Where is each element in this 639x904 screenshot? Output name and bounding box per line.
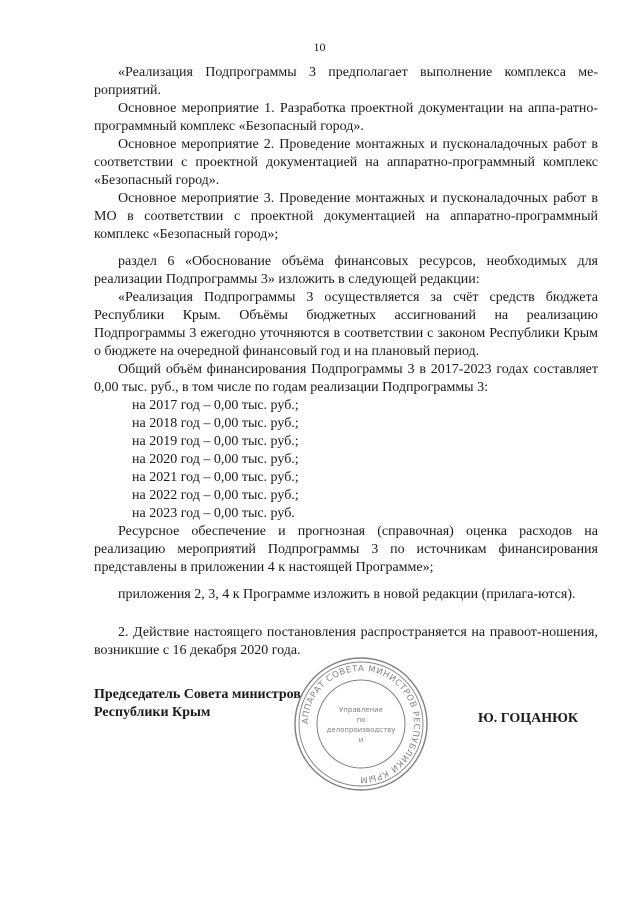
document-body bbox=[94, 64, 598, 660]
paragraph-effective-date: 2. Действие настоящего постановления распространяется на правоот-ношения, возникшие с 16 декабря 2020 года. bbox=[94, 625, 598, 658]
paragraph-total: Общий объём финансирования Подпрограммы 3 в 2017-2023 годах составляет 0,00 тыс. руб., в том числе по годам реализации Подпрограммы 3: bbox=[94, 362, 598, 395]
seal-center-line4: и bbox=[358, 736, 364, 744]
paragraph-measure-3: Основное мероприятие 3. Проведение монтажных и пусконаладочных работ в МО в соответствии с проектной документацией на аппаратно-программный комплекс «Безопасный город»; bbox=[94, 191, 598, 242]
seal-center-line1: Управление bbox=[339, 706, 383, 714]
list-item-year-2018: на 2018 год – 0,00 тыс. руб.; bbox=[132, 416, 299, 431]
paragraph-resources: Ресурсное обеспечение и прогнозная (справочная) оценка расходов на реализацию мероприятий Подпрограммы 3 по источникам финансирования представлены в приложении 4 к настоящей Программе»; bbox=[94, 524, 598, 575]
official-seal-stamp bbox=[292, 655, 430, 793]
list-item-year-2019: на 2019 год – 0,00 тыс. руб.; bbox=[132, 434, 299, 449]
signature-name: Ю. ГОЦАНЮК bbox=[478, 711, 579, 726]
svg-text:АППАРАТ СОВЕТА МИНИСТРОВ РЕСПУ bbox=[301, 664, 421, 784]
list-item-year-2017: на 2017 год – 0,00 тыс. руб.; bbox=[132, 398, 299, 413]
page-number: 10 bbox=[313, 40, 326, 54]
paragraph-appendices: приложения 2, 3, 4 к Программе изложить в новой редакции (прилага-ются). bbox=[118, 587, 576, 602]
list-item-year-2021: на 2021 год – 0,00 тыс. руб.; bbox=[132, 470, 299, 485]
paragraph-intro: «Реализация Подпрограммы 3 предполагает выполнение комплекса ме-роприятий. bbox=[94, 65, 598, 98]
list-item-year-2022: на 2022 год – 0,00 тыс. руб.; bbox=[132, 488, 299, 503]
seal-center-line3: делопроизводству bbox=[326, 726, 396, 734]
list-item-year-2020: на 2020 год – 0,00 тыс. руб.; bbox=[132, 452, 299, 467]
signature-title-line2: Республики Крым bbox=[94, 705, 211, 720]
paragraph-section-6: раздел 6 «Обоснование объёма финансовых ресурсов, необходимых для реализации Подпрограммы 3» изложить в следующей редакции: bbox=[94, 254, 598, 287]
paragraph-measure-1: Основное мероприятие 1. Разработка проектной документации на аппа-ратно-программный комплекс «Безопасный город». bbox=[94, 101, 598, 134]
seal-ring-text: АППАРАТ СОВЕТА МИНИСТРОВ РЕСПУБЛИКИ КРЫМ bbox=[300, 663, 422, 785]
paragraph-measure-2: Основное мероприятие 2. Проведение монтажных и пусконаладочных работ в соответствии с проектной документацией на аппаратно-программный комплекс «Безопасный город». bbox=[94, 137, 598, 188]
paragraph-funding: «Реализация Подпрограммы 3 осуществляется за счёт средств бюджета Республики Крым. Объёмы бюджетных ассигнований на реализацию Подпрограммы 3 ежегодно уточняются в соответствии с законом Республики Крым о бюджете на очередной финансовый год и на плановый период. bbox=[94, 290, 598, 359]
list-item-year-2023: на 2023 год – 0,00 тыс. руб. bbox=[132, 506, 295, 521]
seal-center-line2: по bbox=[356, 716, 366, 724]
signature-title-line1: Председатель Совета министров bbox=[94, 687, 301, 702]
